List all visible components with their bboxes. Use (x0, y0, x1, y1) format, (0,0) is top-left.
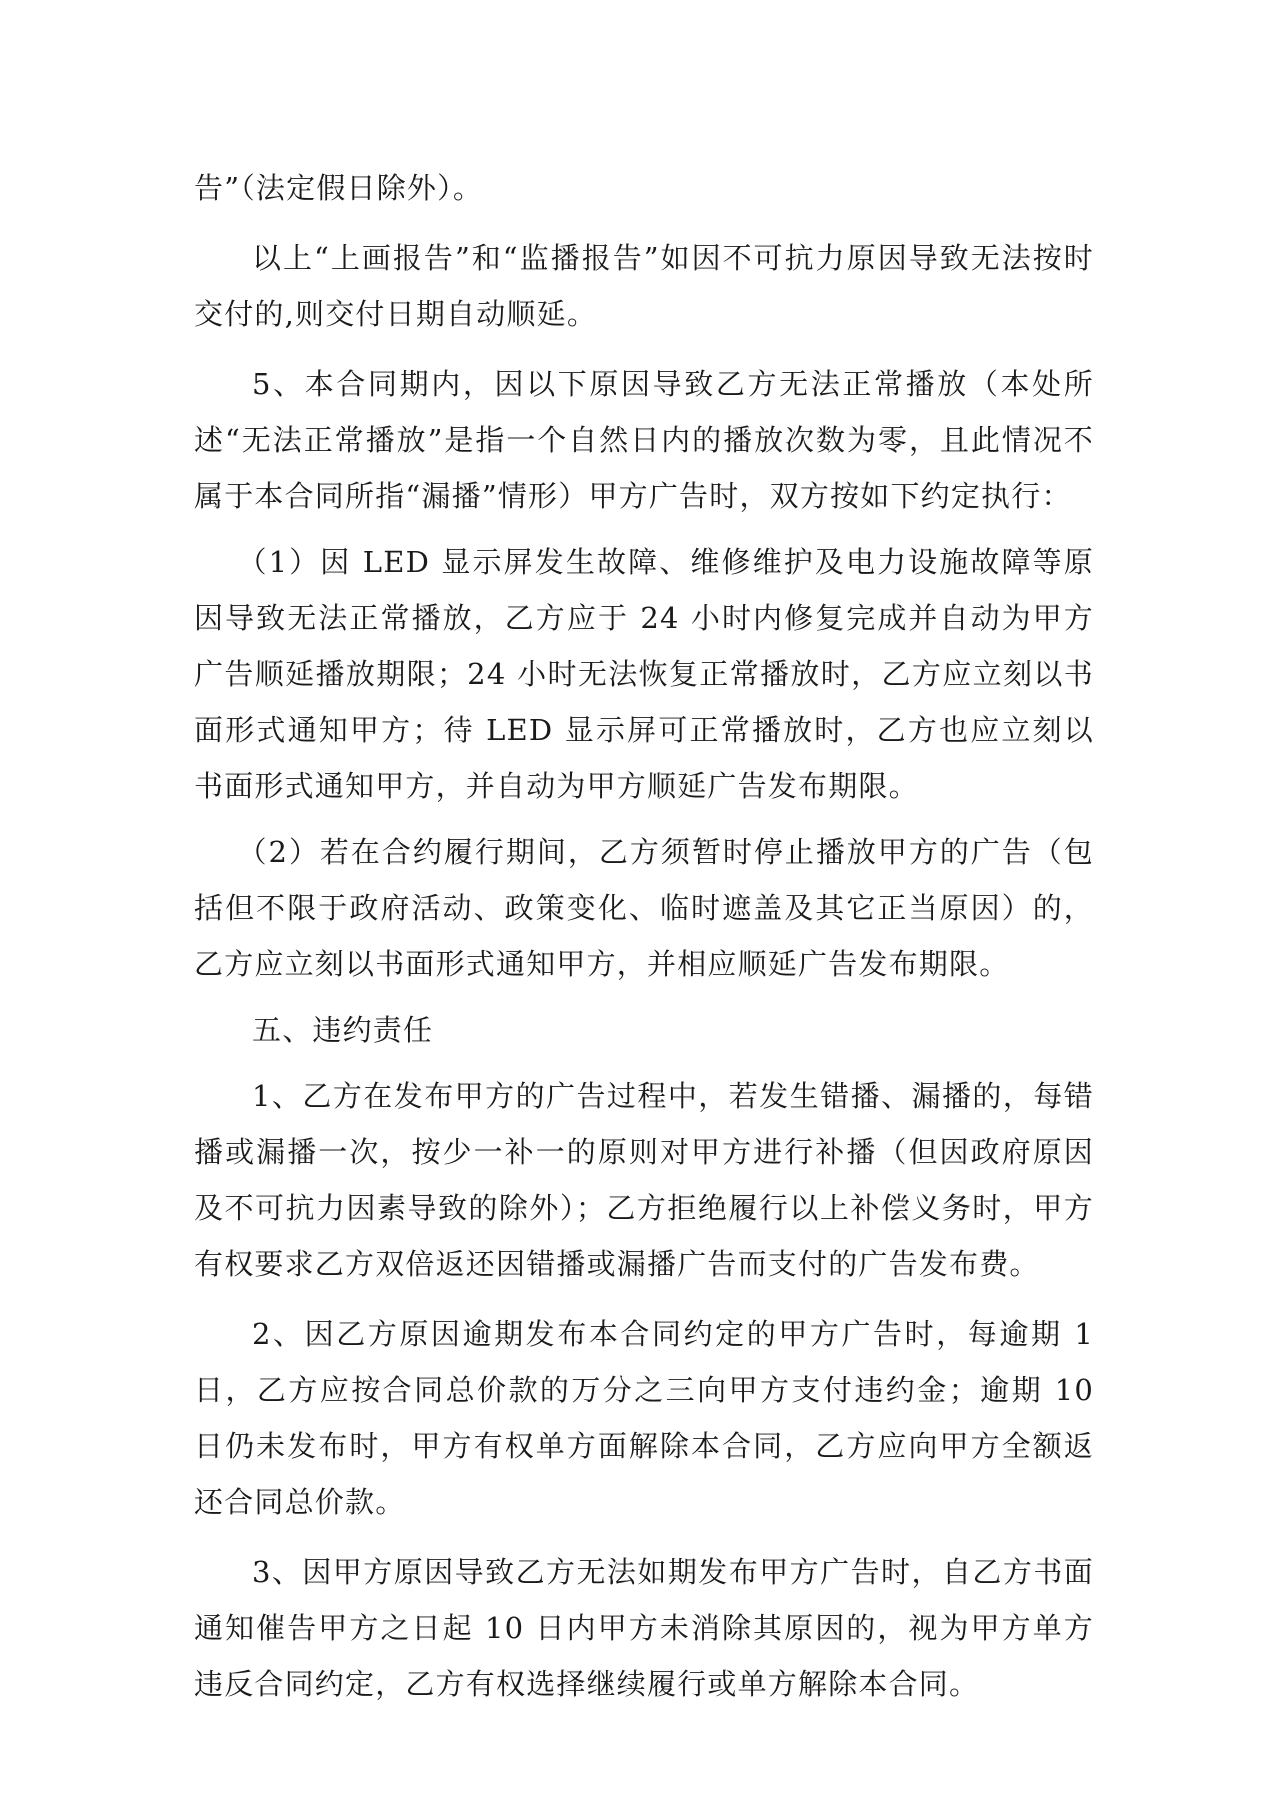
paragraph-clause-5: 5、本合同期内，因以下原因导致乙方无法正常播放（本处所述“无法正常播放”是指一个自然日内的播放次数为零，且此情况不属于本合同所指“漏播”情形）甲方广告时，双方按如下约定执行： (194, 367, 1094, 513)
paragraph-breach-3: 3、因甲方原因导致乙方无法如期发布甲方广告时，自乙方书面通知催告甲方之日起 10 日内甲方未消除其原因的，视为甲方单方违反合同约定，乙方有权选择继续履行或单方解除本合同。 (194, 1555, 1094, 1701)
paragraph-breach-1: 1、乙方在发布甲方的广告过程中，若发生错播、漏播的，每错播或漏播一次，按少一补一的原则对甲方进行补播（但因政府原因及不可抗力因素导致的除外）；乙方拒绝履行以上补偿义务时，甲方有权要求乙方双倍返还因错播或漏播广告而支付的广告发布费。 (194, 1079, 1094, 1281)
paragraph-report-delay: 以上“上画报告”和“监播报告”如因不可抗力原因导致无法按时交付的,则交付日期自动顺延。 (194, 241, 1094, 331)
paragraph-breach-2: 2、因乙方原因逾期发布本合同约定的甲方广告时，每逾期 1 日，乙方应按合同总价款的万分之三向甲方支付违约金；逾期 10 日仍未发布时，甲方有权单方面解除本合同，乙方应向甲方全额返还合同总价款。 (194, 1317, 1094, 1519)
paragraph-clause-5-1: （1）因 LED 显示屏发生故障、维修维护及电力设施故障等原因导致无法正常播放，乙方应于 24 小时内修复完成并自动为甲方广告顺延播放期限；24 小时无法恢复正常播放时，乙方应立刻以书面形式通知甲方；待 LED 显示屏可正常播放时，乙方也应立刻以书面形式通知甲方，并自动为甲方顺延广告发布期限。 (194, 545, 1094, 803)
paragraph-continuation: 告”（法定假日除外）。 (194, 171, 484, 205)
document-body (194, 160, 1094, 1712)
paragraph-clause-5-2: （2）若在合约履行期间，乙方须暂时停止播放甲方的广告（包括但不限于政府活动、政策变化、临时遮盖及其它正当原因）的，乙方应立刻以书面形式通知甲方，并相应顺延广告发布期限。 (194, 835, 1094, 981)
section-heading-breach: 五、违约责任 (252, 1013, 434, 1047)
